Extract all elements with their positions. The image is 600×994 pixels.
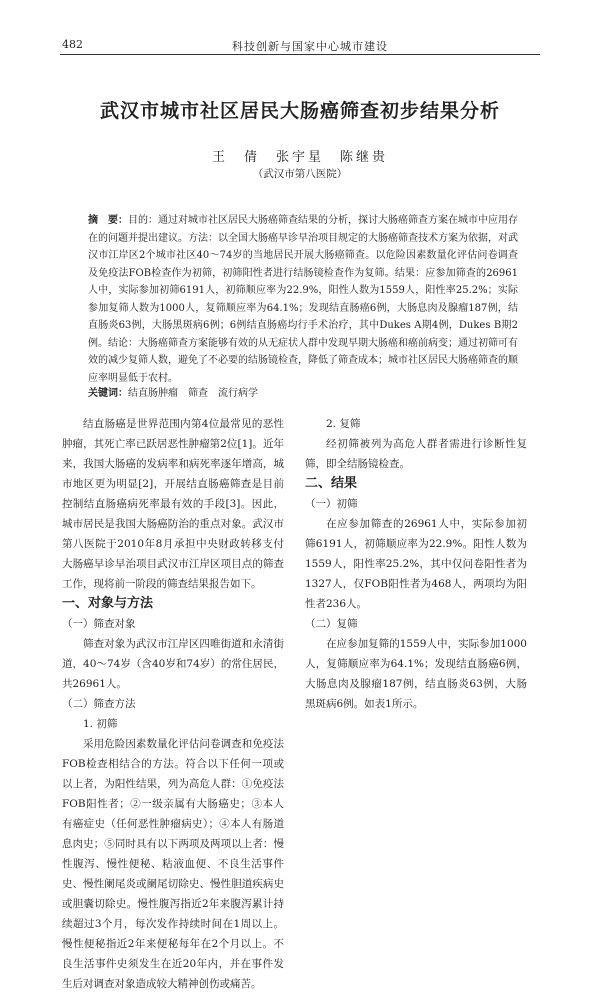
subsubsection-heading-initial-screening: 1. 初筛 (83, 718, 118, 730)
section-heading-results: 二、结果 (305, 476, 358, 491)
article-title: 武汉市城市社区居民大肠癌筛查初步结果分析 (99, 100, 500, 122)
abstract (88, 212, 518, 387)
intro-paragraph: 结直肠癌是世界范围内第4位最常见的恶性肿瘤，其死亡率已跃居恶性肿瘤第2位[1]。近年来，我国大肠癌的发病率和病死率逐年增高，城市地区更为明显[2]，开展结直肠癌筛查是目前控制结直肠癌病死率最有效的手段[3]。因此，城市居民是我国大肠癌防治的重点对象。武汉市第八医院于2010年8月承担中央财政转移支付大肠癌早诊早治项目武汉市江岸区项目点的筛查工作，现将前一阶段的筛查结果报告如下。 (62, 418, 284, 590)
subsection-heading-screening-methods: （二）筛查方法 (62, 698, 136, 710)
subsection-heading-initial-results: （一）初筛 (305, 498, 358, 510)
section-heading-methods: 一、对象与方法 (62, 596, 154, 611)
subsection-heading-subjects: （一）筛查对象 (62, 618, 136, 630)
subsection-heading-rescreening-results: （二）复筛 (305, 618, 358, 630)
article-authors: 王 倩 张宇星 陈继贵 (211, 150, 388, 165)
subjects-paragraph: 筛查对象为武汉市江岸区四唯街道和永清街道，40～74岁（含40岁和74岁）的常住居民，共26961人。 (62, 638, 284, 690)
abstract-text: 目的：通过对城市社区居民大肠癌筛查结果的分析，探讨大肠癌筛查方案在城市中应用存在的问题并提出建议。方法：以全国大肠癌早诊早治项目规定的大肠癌筛查技术方案为依据，对武汉市江岸区2个城市社区40～74岁的当地居民开展大肠癌筛查。以危险因素数量化评估问卷调查及免疫法FOB检查作为初筛，初筛阳性者进行结肠镜检查作为复筛。结果：应参加筛查的26961人中，实际参加初筛6191人，初筛顺应率为22.9%，阳性人数为1559人，阳性率25.2%；实际参加复筛人数为1000人，复筛顺应率为64.1%；发现结直肠癌6例，大肠息肉及腺瘤187例，结直肠炎63例，大肠黑斑病6例；6例结直肠癌均行手术治疗，其中Dukes A期4例，Dukes B期2例。结论：大肠癌筛查方案能够有效的从无症状人群中发现早期大肠癌和癌前病变；通过初筛可有效的减少复筛人数，避免了不必要的结肠镜检查，降低了筛查成本；城市社区居民大肠癌筛查的顺应率明显低于农村。 (88, 215, 518, 384)
running-title: 科技创新与国家中心城市建设 (232, 40, 388, 53)
subsubsection-heading-rescreening: 2. 复筛 (326, 418, 361, 430)
keywords-text: 结直肠肿瘤 筛查 流行病学 (128, 388, 258, 399)
rescreening-paragraph: 经初筛被列为高危人群者需进行诊断性复筛，即全结肠镜检查。 (305, 438, 527, 470)
body-column-left (62, 414, 284, 990)
keywords-label: 关键词： (88, 388, 128, 399)
keywords (88, 384, 518, 399)
initial-screening-paragraph: 采用危险因素数量化评估问卷调查和免疫法FOB检查相结合的方法。符合以下任何一项或以上者，为阳性结果，列为高危人群：①免疫法FOB阳性者；②一级亲属有大肠癌史；③本人有癌症史（任何恶性肿瘤病史）；④本人有肠道息肉史；⑤同时具有以下两项及两项以上者：慢性腹泻、慢性便秘、粘液血便、不良生活事件史、慢性阑尾炎或阑尾切除史、慢性胆道疾病史或胆囊切除史。慢性腹泻指近2年来腹泻累计持续超过3个月，每次发作持续时间在1周以上。慢性便秘指近2年来便秘每年在2个月以上。不良生活事件史须发生在近20年内，并在事件发生后对调查对象造成较大精神创伤或痛苦。 (62, 738, 284, 990)
body-column-right (305, 414, 527, 714)
initial-results-paragraph: 在应参加筛查的26961人中，实际参加初筛6191人，初筛顺应率为22.9%。阳性人数为1559人，阳性率25.2%，其中仅问卷阳性者为1327人，仅FOB阳性者为468人，两项均为阳性者236人。 (305, 518, 527, 610)
article-affiliation: （武汉市第八医院） (252, 168, 348, 180)
header-rule (60, 54, 540, 55)
page-number: 482 (62, 38, 83, 51)
rescreening-results-paragraph: 在应参加复筛的1559人中，实际参加1000人，复筛顺应率为64.1%；发现结直肠癌6例，大肠息肉及腺瘤187例，结直肠炎63例，大肠黑斑病6例。如表1所示。 (305, 638, 527, 710)
abstract-label: 摘 要： (88, 215, 128, 226)
